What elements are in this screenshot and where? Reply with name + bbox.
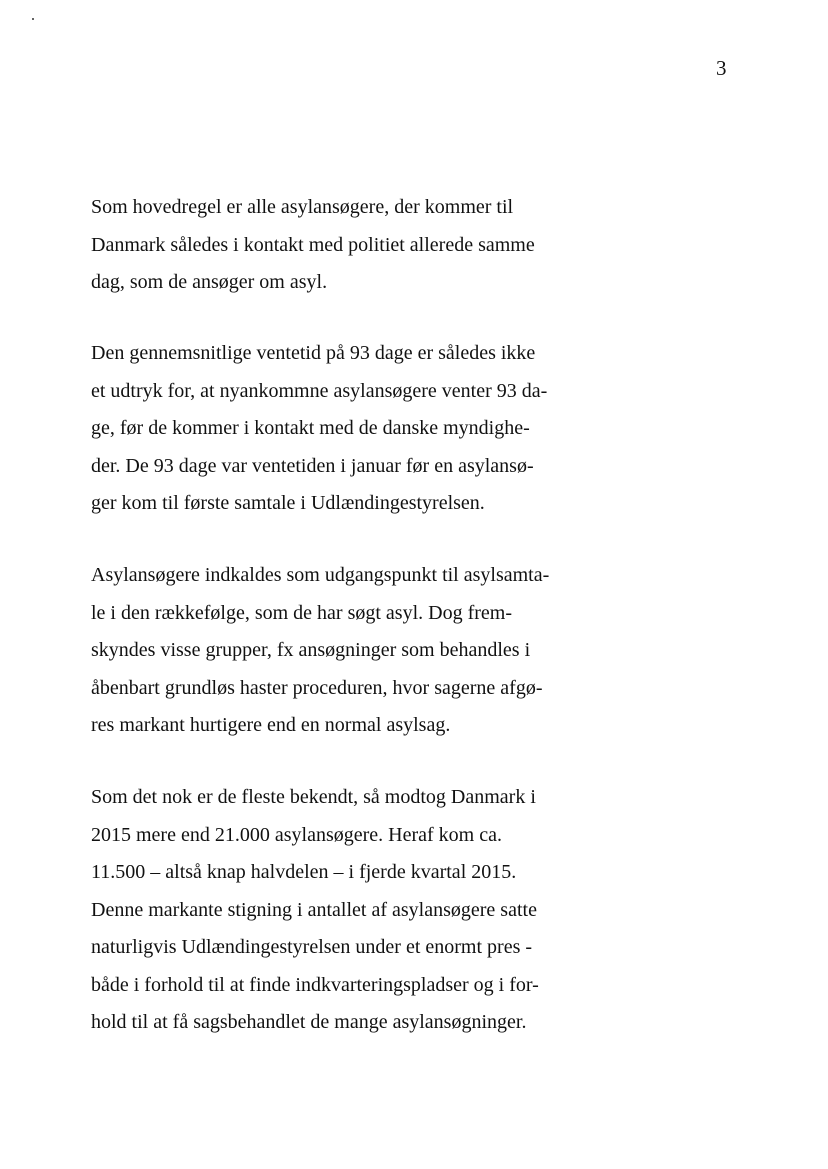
text-line: Som det nok er de fleste bekendt, så modtog Danmark i (91, 786, 536, 808)
text-line: Den gennemsnitlige ventetid på 93 dage er således ikke (91, 342, 536, 364)
text-line: naturligvis Udlændingestyrelsen under et enormt pres - (91, 936, 533, 958)
text-line: Denne markante stigning i antallet af asylansøgere satte (91, 898, 537, 921)
text-line: ger kom til første samtale i Udlændingestyrelsen. (91, 492, 485, 514)
paragraph-2 (91, 335, 547, 523)
text-line: Danmark således i kontakt med politiet allerede samme (91, 233, 535, 256)
text-line: Som hovedregel er alle asylansøgere, der kommer til (91, 196, 514, 218)
text-line: et udtryk for, at nyankommne asylansøgere venter 93 da- (91, 379, 548, 402)
scan-speck (32, 18, 34, 20)
text-line: res markant hurtigere end en normal asylsag. (91, 714, 451, 736)
text-line: 2015 mere end 21.000 asylansøgere. Heraf kom ca. (91, 823, 502, 846)
text-line: åbenbart grundløs haster proceduren, hvor sagerne afgø- (91, 676, 543, 699)
paragraph-3 (91, 557, 549, 745)
text-line: ge, før de kommer i kontakt med de danske myndighe- (91, 417, 530, 439)
text-line: både i forhold til at finde indkvarteringspladser og i for- (91, 973, 539, 996)
text-line: 11.500 – altså knap halvdelen – i fjerde kvartal 2015. (91, 861, 517, 883)
text-line: Asylansøgere indkaldes som udgangspunkt til asylsamta- (91, 564, 550, 586)
paragraph-4 (91, 779, 539, 1042)
page-number: 3 (716, 56, 727, 80)
text-line: le i den rækkefølge, som de har søgt asyl. Dog frem- (91, 601, 513, 624)
text-line: der. De 93 dage var ventetiden i januar før en asylansø- (91, 454, 534, 477)
paragraph-1 (91, 189, 535, 302)
text-line: skyndes visse grupper, fx ansøgninger som behandles i (91, 639, 531, 661)
text-line: dag, som de ansøger om asyl. (91, 271, 328, 293)
text-line: hold til at få sagsbehandlet de mange asylansøgninger. (91, 1011, 527, 1033)
